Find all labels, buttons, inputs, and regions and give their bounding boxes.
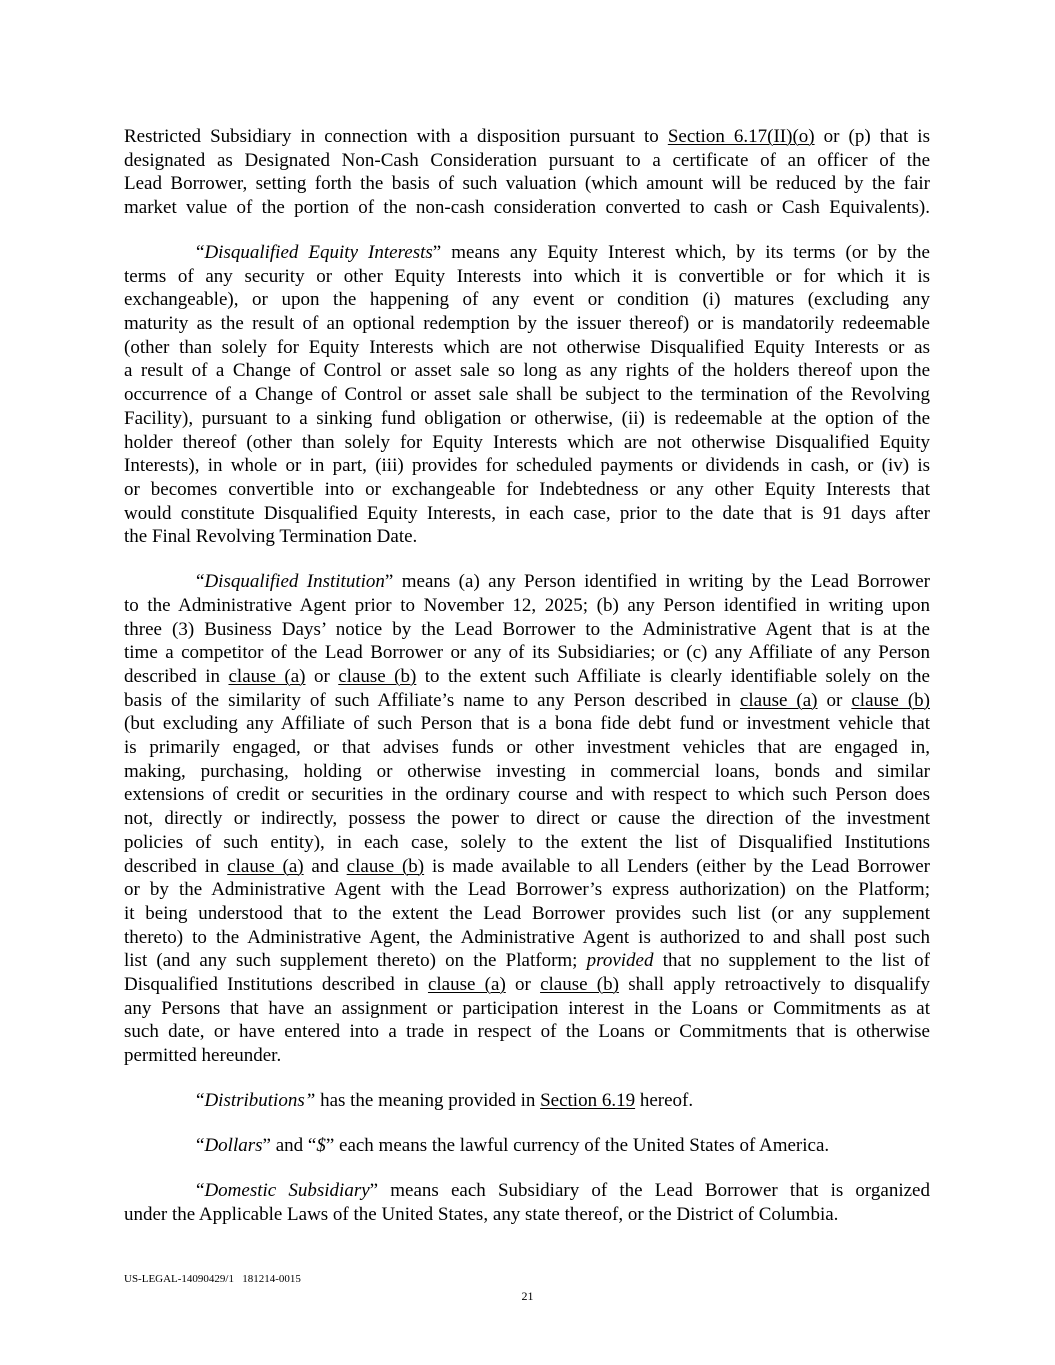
paragraph [124,1134,930,1158]
text-line [124,525,930,549]
text-run: (other than solely for Equity Interests which are not otherwise Disqualified Equity Interests or as [124,336,930,358]
defined-term: $ [316,1135,326,1156]
text-line [124,196,930,220]
defined-term: Disqualified Equity Interests [204,242,433,264]
text-line [124,288,930,312]
text-run: “ [196,242,205,264]
text-run: described in [124,666,229,688]
text-run: to the Administrative Agent prior to November 12, 2025; (b) any Person identified in writing upon [124,594,930,616]
text-run: designated as Designated Non-Cash Consideration pursuant to a certificate of an officer of the [124,149,930,171]
text-run: is made available to all Lenders (either by the Lead Borrower [424,855,931,877]
text-run: market value of the portion of the non-cash consideration converted to cash or Cash Equivalents). [124,197,930,219]
text-run: would constitute Disqualified Equity Interests, in each case, prior to the date that is 91 days after [124,502,930,524]
text-run: policies of such entity), in each case, solely to the extent the list of Disqualified Institutions [124,831,930,853]
text-run: “ [196,1135,205,1156]
text-line [124,407,930,431]
text-line [124,1089,930,1113]
text-line [124,641,930,665]
paragraph [124,125,930,220]
text-run: Lead Borrower, setting forth the basis of such valuation (which amount will be reduced by the fair [124,173,930,195]
defined-term: Domestic Subsidiary [204,1179,370,1201]
defined-term: Distributions” [204,1090,316,1112]
cross-reference: Section 6.17(II)(o) [667,126,815,147]
cross-reference: clause (b) [540,973,619,995]
text-line [124,783,930,807]
text-run: any Persons that have an assignment or participation interest in the Loans or Commitments as at [124,997,930,1019]
text-line [124,312,930,336]
text-run: ” each means the lawful currency of the United States of America. [325,1135,830,1156]
text-run: “ [196,1090,205,1112]
text-run: Disqualified Institutions described in [124,973,428,995]
cross-reference: Section 6.19 [540,1090,636,1112]
text-run: ” means each Subsidiary of the Lead Borrower that is organized [369,1179,930,1201]
text-run: terms of any security or other Equity Interests into which it is convertible or for which it is [124,265,930,287]
text-line [124,831,930,855]
text-line [124,1203,930,1227]
text-run: ” means any Equity Interest which, by its terms (or by the [432,242,930,264]
text-run: ” means (a) any Person identified in writing by the Lead Borrower [384,571,930,593]
text-run: basis of the similarity of such Affiliate’s name to any Person described in [124,689,740,711]
text-line [124,336,930,360]
text-run: Facility), pursuant to a sinking fund obligation or otherwise, (ii) is redeemable at the option of the [124,407,930,429]
text-run: the Final Revolving Termination Date. [124,526,418,548]
text-run: time a competitor of the Lead Borrower or any of its Subsidiaries; or (c) any Affiliate of any Person [124,642,930,664]
defined-term: provided [586,950,654,972]
text-run: exchangeable), or upon the happening of any event or condition (i) matures (excluding any [124,289,930,311]
text-run: or [505,973,541,995]
text-run: such date, or have entered into a trade in respect of the Loans or Commitments that is otherwise [124,1021,930,1043]
text-line [124,383,930,407]
text-run: or [817,689,852,711]
text-run: “ [196,1179,205,1201]
text-run: that no supplement to the list of [653,950,930,972]
cross-reference: clause (a) [739,689,818,711]
text-line [124,1020,930,1044]
text-line [124,359,930,383]
text-run: maturity as the result of an optional redemption by the issuer thereof) or is mandatorily redeemable [124,313,930,335]
text-line [124,736,930,760]
text-run: or becomes convertible into or exchangeable for Indebtedness or any other Equity Interests that [124,478,930,500]
text-line [124,570,930,594]
text-line [124,760,930,784]
text-run: has the meaning provided in [315,1090,541,1112]
text-line [124,594,930,618]
text-line [124,502,930,526]
text-run: making, purchasing, holding or otherwise investing in commercial loans, bonds and similar [124,760,930,782]
text-line [124,1044,930,1068]
text-run: shall apply retroactively to disqualify [618,973,931,995]
text-run: or [305,666,339,688]
text-line [124,125,930,149]
text-run: three (3) Business Days’ notice by the Lead Borrower to the Administrative Agent that is at the [124,618,930,640]
text-line [124,855,930,879]
text-run: list (and any such supplement thereto) on the Platform; [124,950,587,972]
text-line [124,689,930,713]
paragraph [124,570,930,1067]
text-run: and [303,855,347,877]
text-run: thereto) to the Administrative Agent, the Administrative Agent is authorized to and shall post such [124,926,930,948]
text-line [124,149,930,173]
text-run: or by the Administrative Agent with the Lead Borrower’s express authorization) on the Platform; [124,879,930,901]
text-run: a result of a Change of Control or asset sale so long as any rights of the holders thereof upon the [124,360,930,382]
text-line [124,949,930,973]
text-line [124,997,930,1021]
defined-term: Dollars [204,1135,263,1156]
text-line [124,431,930,455]
footer-document-id: US-LEGAL-14090429/1 181214-0015 [124,1273,301,1285]
text-run: hereof. [635,1090,694,1112]
text-run: Interests), in whole or in part, (iii) provides for scheduled payments or dividends in cash, or (iv) is [124,455,930,477]
cross-reference: clause (a) [427,973,506,995]
document-body [124,125,930,1248]
cross-reference: clause (a) [227,855,304,877]
text-line [124,902,930,926]
text-line [124,1179,930,1203]
text-line [124,665,930,689]
cross-reference: clause (b) [851,689,930,711]
text-run: permitted hereunder. [124,1045,282,1067]
text-line [124,241,930,265]
paragraph [124,1179,930,1226]
text-run: described in [124,855,228,877]
paragraph [124,1089,930,1113]
defined-term: Disqualified Institution [204,571,385,593]
text-run: ” and “ [262,1135,317,1156]
text-run: “ [196,571,205,593]
paragraph [124,241,930,549]
text-run: Restricted Subsidiary in connection with a disposition pursuant to [124,126,668,147]
text-line [124,807,930,831]
text-line [124,712,930,736]
text-run: occurrence of a Change of Control or asset sale shall be subject to the termination of the Revolving [124,384,930,406]
text-line [124,973,930,997]
text-line [124,926,930,950]
text-run: to the extent such Affiliate is clearly identifiable solely on the [416,666,930,688]
text-line [124,618,930,642]
text-line [124,878,930,902]
text-run: or (p) that is [814,126,930,147]
text-run: under the Applicable Laws of the United States, any state thereof, or the District of Columbia. [124,1203,839,1225]
text-run: holder thereof (other than solely for Equity Interests which are not otherwise Disqualified Equity [124,431,930,453]
text-run: (but excluding any Affiliate of such Person that is a bona fide debt fund or investment vehicle that [124,713,930,735]
cross-reference: clause (a) [228,666,306,688]
cross-reference: clause (b) [338,666,417,688]
text-line [124,454,930,478]
text-run: extensions of credit or securities in the ordinary course and with respect to which such Person does [124,784,930,806]
text-line [124,1134,930,1158]
text-run: not, directly or indirectly, possess the power to direct or cause the direction of the investment [124,808,930,830]
text-line [124,172,930,196]
text-run: it being understood that to the extent the Lead Borrower provides such list (or any supplement [124,902,930,924]
cross-reference: clause (b) [346,855,425,877]
text-run: is primarily engaged, or that advises funds or other investment vehicles that are engaged in, [124,737,930,759]
text-line [124,265,930,289]
page-number: 21 [521,1289,534,1303]
text-line [124,478,930,502]
